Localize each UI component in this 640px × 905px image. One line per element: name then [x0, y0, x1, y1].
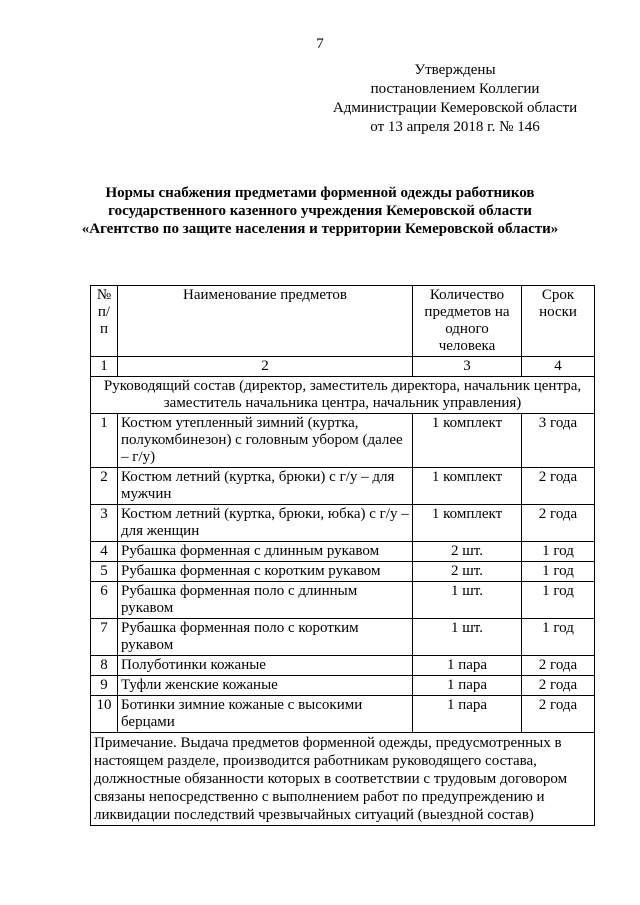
row-name: Рубашка форменная поло с коротким рукавом — [118, 619, 413, 656]
table-row — [91, 676, 595, 696]
row-num: 3 — [91, 505, 118, 542]
table-row — [91, 656, 595, 676]
row-term: 3 года — [522, 414, 595, 468]
row-name: Рубашка форменная с длинным рукавом — [118, 542, 413, 562]
row-name: Полуботинки кожаные — [118, 656, 413, 676]
row-term: 2 года — [522, 676, 595, 696]
row-term: 2 года — [522, 656, 595, 676]
table-row — [91, 562, 595, 582]
row-name: Рубашка форменная поло с длинным рукавом — [118, 582, 413, 619]
row-num: 1 — [91, 414, 118, 468]
header-name: Наименование предметов — [118, 286, 413, 357]
row-term: 2 года — [522, 505, 595, 542]
table-row — [91, 542, 595, 562]
document-title — [60, 184, 580, 238]
row-name: Костюм летний (куртка, брюки) с г/у – для мужчин — [118, 468, 413, 505]
table-row — [91, 619, 595, 656]
row-qty: 1 комплект — [413, 468, 522, 505]
column-number-row — [91, 357, 595, 377]
row-num: 5 — [91, 562, 118, 582]
section-row — [91, 377, 595, 414]
row-qty: 1 шт. — [413, 619, 522, 656]
row-qty: 1 комплект — [413, 505, 522, 542]
column-number: 4 — [522, 357, 595, 377]
row-num: 4 — [91, 542, 118, 562]
table-row — [91, 505, 595, 542]
row-term: 1 год — [522, 619, 595, 656]
row-term: 2 года — [522, 696, 595, 733]
approval-line: Администрации Кемеровской области — [332, 100, 578, 116]
title-line: «Агентство по защите населения и территории Кемеровской области» — [81, 221, 559, 237]
row-qty: 1 пара — [413, 656, 522, 676]
table-row — [91, 414, 595, 468]
page-number: 7 — [316, 36, 324, 52]
row-num: 10 — [91, 696, 118, 733]
table-row — [91, 582, 595, 619]
column-number: 1 — [91, 357, 118, 377]
table-header-row — [91, 286, 595, 357]
row-num: 2 — [91, 468, 118, 505]
table-row — [91, 468, 595, 505]
header-num: № п/п — [91, 286, 118, 357]
section-heading: Руководящий состав (директор, заместитель директора, начальник центра, заместитель начальника центра, начальник управления) — [91, 377, 595, 414]
approval-line: Утверждены — [414, 62, 496, 78]
approval-date-line: от 13 апреля 2018 г. № 146 — [370, 119, 540, 135]
row-num: 8 — [91, 656, 118, 676]
approval-line: постановлением Коллегии — [370, 81, 540, 97]
row-qty: 2 шт. — [413, 562, 522, 582]
row-qty: 1 пара — [413, 696, 522, 733]
row-name: Костюм летний (куртка, брюки, юбка) с г/у – для женщин — [118, 505, 413, 542]
row-term: 1 год — [522, 542, 595, 562]
note-row — [91, 733, 595, 826]
title-line: государственного казенного учреждения Кемеровской области — [108, 203, 532, 219]
row-num: 6 — [91, 582, 118, 619]
row-num: 9 — [91, 676, 118, 696]
column-number: 3 — [413, 357, 522, 377]
row-name: Рубашка форменная с коротким рукавом — [118, 562, 413, 582]
header-qty: Количество предметов на одного человека — [413, 286, 522, 357]
row-name: Туфли женские кожаные — [118, 676, 413, 696]
row-term: 1 год — [522, 582, 595, 619]
row-name: Костюм утепленный зимний (куртка, полукомбинезон) с головным убором (далее – г/у) — [118, 414, 413, 468]
row-qty: 1 комплект — [413, 414, 522, 468]
norms-table — [90, 285, 595, 826]
row-term: 1 год — [522, 562, 595, 582]
row-qty: 2 шт. — [413, 542, 522, 562]
row-qty: 1 пара — [413, 676, 522, 696]
table-row — [91, 696, 595, 733]
note-text: Примечание. Выдача предметов форменной одежды, предусмотренных в настоящем разделе, производится работникам руководящего состава, должностные обязанности которых в соответствии с трудовым договором связаны непосредственно с выполнением работ по предупреждению и ликвидации последствий чрезвычайных ситуаций (выездной состав) — [91, 733, 595, 826]
title-line: Нормы снабжения предметами форменной одежды работников — [105, 185, 535, 201]
approval-block — [319, 61, 591, 137]
column-number: 2 — [118, 357, 413, 377]
row-term: 2 года — [522, 468, 595, 505]
header-term: Срок носки — [522, 286, 595, 357]
row-qty: 1 шт. — [413, 582, 522, 619]
row-name: Ботинки зимние кожаные с высокими берцами — [118, 696, 413, 733]
row-num: 7 — [91, 619, 118, 656]
